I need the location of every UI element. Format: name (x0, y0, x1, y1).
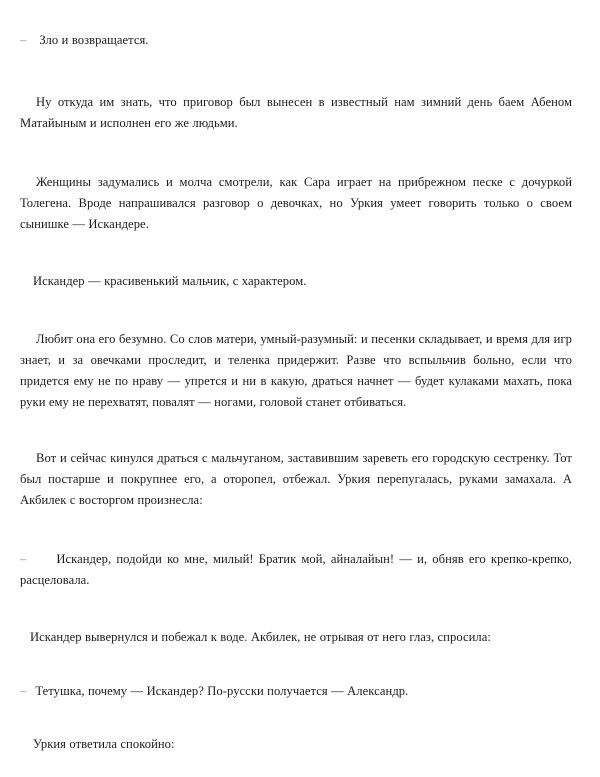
dialogue-paragraph (20, 549, 572, 591)
body-paragraph (20, 92, 572, 134)
body-paragraph (20, 734, 572, 755)
paragraph-spacer (20, 292, 572, 329)
body-paragraph (20, 172, 572, 235)
dialogue-paragraph (20, 30, 572, 51)
text-column (20, 30, 572, 755)
paragraph-text: Женщины задумались и молча смотрели, как Сара играет на прибрежном песке с дочуркой Толегена. Вроде напрашивался разговор о девочках, но Уркия умеет говорить только о своем сынишке — Искандере. (20, 175, 572, 231)
paragraph-text: Любит она его безумно. Со слов матери, умный-разумный: и песенки складывает, и время для игр знает, и за овечками проследит, и теленка придержит. Разве что вспыльчив больно, если что придется ему не по нраву — упрется и ни в какую, драться начнет — будет кулаками махать, пока руки ему не перехватят, повалят — ногами, головой станет отбиваться. (20, 332, 572, 409)
paragraph-text: Уркия ответила спокойно: (33, 737, 175, 751)
paragraph-spacer (20, 591, 572, 627)
paragraph-text: Искандер, подойди ко мне, милый! Братик мой, айналайын! — и, обняв его крепко-крепко, расцеловала. (20, 552, 572, 587)
paragraph-spacer (20, 702, 572, 734)
dialogue-paragraph (20, 681, 572, 702)
paragraph-spacer (20, 511, 572, 549)
body-paragraph (20, 271, 572, 292)
paragraph-text: Ну откуда им знать, что приговор был вынесен в известный нам зимний день баем Абеном Матайыным и исполнен его же людьми. (20, 95, 572, 130)
paragraph-text: Искандер — красивенький мальчик, с характером. (33, 274, 307, 288)
body-paragraph (20, 448, 572, 511)
paragraph-spacer (20, 51, 572, 92)
dash-icon: – (20, 684, 27, 698)
paragraph-spacer (20, 134, 572, 172)
dash-icon: – (20, 552, 27, 566)
paragraph-spacer (20, 235, 572, 271)
paragraph-text: Тетушка, почему — Искандер? По-русски получается — Александр. (35, 684, 409, 698)
body-paragraph (20, 627, 572, 648)
paragraph-spacer (20, 648, 572, 681)
paragraph-spacer (20, 413, 572, 448)
paragraph-text: Вот и сейчас кинулся драться с мальчуганом, заставившим зареветь его городскую сестренку. Тот был постарше и покрупнее его, а оторопел, отбежал. Уркия перепугалась, руками замахала. А Акбилек с восторгом произнесла: (20, 451, 572, 507)
paragraph-text: Искандер вывернулся и побежал к воде. Акбилек, не отрывая от него глаз, спросила: (30, 630, 491, 644)
dash-icon: – (20, 33, 27, 47)
paragraph-text: Зло и возвращается. (39, 33, 149, 47)
body-paragraph (20, 329, 572, 413)
